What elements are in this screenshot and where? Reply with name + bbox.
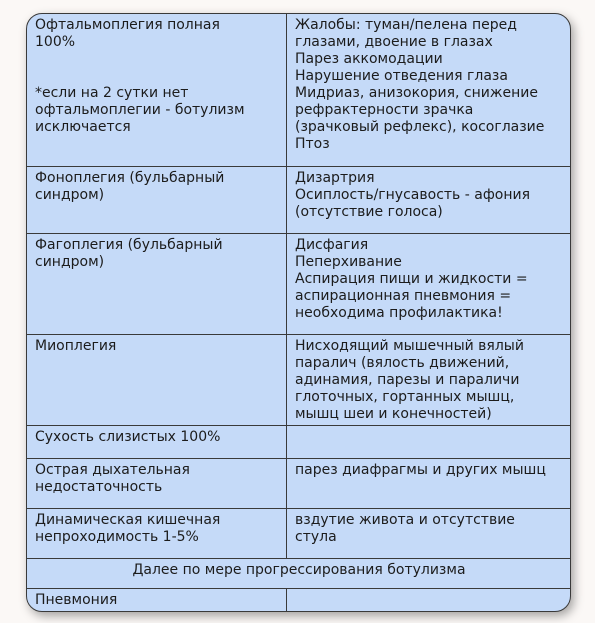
manifestation-cell: Дисфагия Пеперхивание Аспирация пищи и жидкости = аспирационная пневмония = необходима профилактика! (287, 233, 571, 334)
table-row (27, 458, 570, 508)
syndrome-cell: Фоноплегия (бульбарный синдром) (27, 166, 287, 233)
table-row (27, 14, 570, 166)
syndrome-cell: Миоплегия (27, 334, 287, 425)
syndrome-cell: Пневмония (27, 588, 287, 611)
syndrome-cell: Сухость слизистых 100% (27, 425, 287, 458)
table-row (27, 233, 570, 334)
symptoms-table (27, 14, 570, 611)
manifestation-cell: Дизартрия Осиплость/гнусавость - афония (отсутствие голоса) (287, 166, 571, 233)
table-row (27, 425, 570, 458)
syndrome-cell: Острая дыхательная недостаточность (27, 458, 287, 508)
manifestation-cell: Жалобы: туман/пелена перед глазами, двоение в глазах Парез аккомодации Нарушение отведения глаза Мидриаз, анизокория, снижение рефрактерности зрачка (зрачковый рефлекс), косоглазие Птоз (287, 14, 571, 166)
table-row (27, 508, 570, 558)
manifestation-cell (287, 425, 571, 458)
table-row (27, 588, 570, 611)
table-row (27, 334, 570, 425)
table-row (27, 166, 570, 233)
syndrome-cell: Динамическая кишечная непроходимость 1-5% (27, 508, 287, 558)
syndrome-cell: Офтальмоплегия полная 100% *если на 2 сутки нет офтальмоплегии - ботулизм исключается (27, 14, 287, 166)
symptoms-table-card (26, 13, 571, 612)
manifestation-cell: вздутие живота и отсутствие стула (287, 508, 571, 558)
manifestation-cell: Нисходящий мышечный вялый паралич (вялость движений, адинамия, парезы и параличи глоточных, гортанных мышц, мышц шеи и конечностей) (287, 334, 571, 425)
table-row (27, 558, 570, 588)
progression-note-cell: Далее по мере прогрессирования ботулизма (27, 558, 570, 588)
syndrome-cell: Фагоплегия (бульбарный синдром) (27, 233, 287, 334)
manifestation-cell: парез диафрагмы и других мышц (287, 458, 571, 508)
manifestation-cell (287, 588, 571, 611)
